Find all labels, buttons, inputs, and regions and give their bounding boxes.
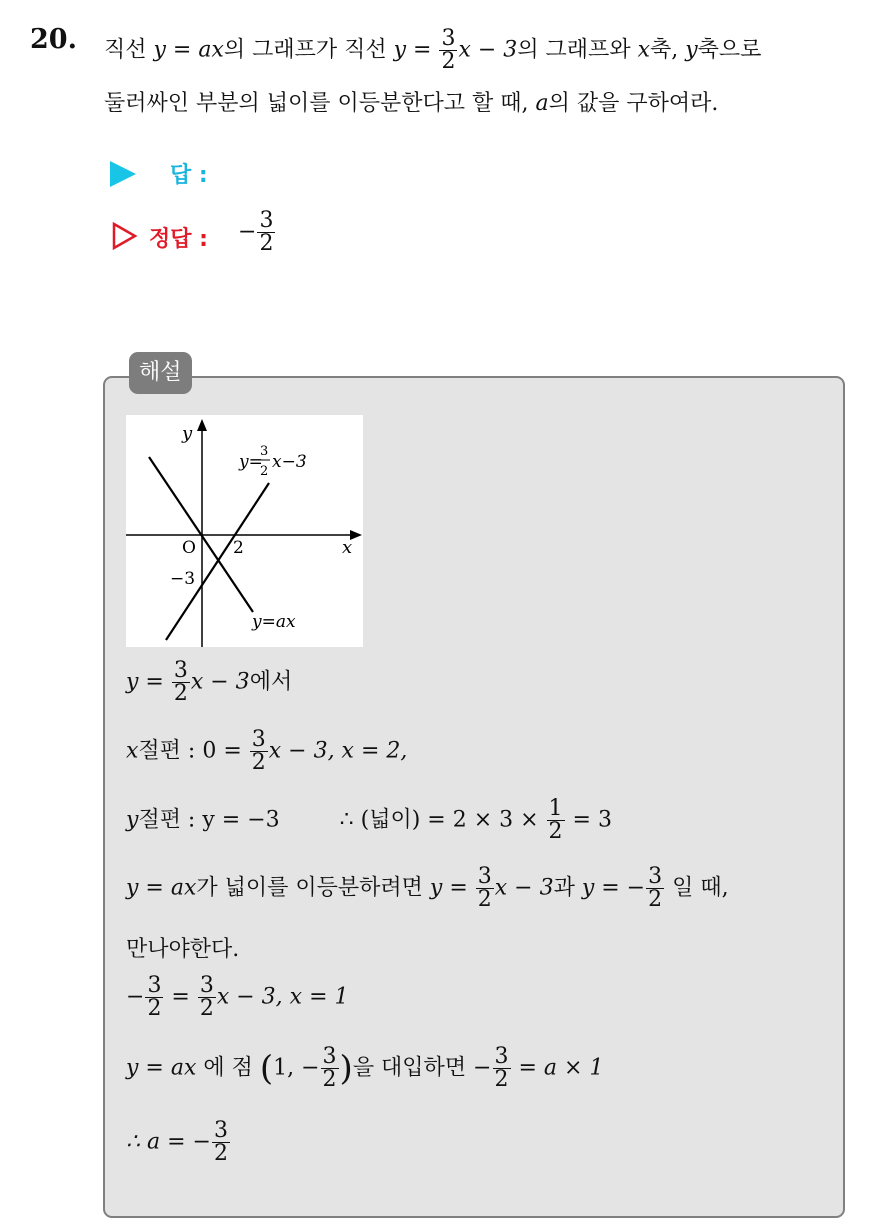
denominator: 2 [147, 996, 162, 1021]
line-label-2: y=ax [252, 612, 296, 632]
denominator: 2 [477, 887, 492, 912]
equation: x − 3, x = 1 [216, 984, 349, 1010]
fraction [646, 866, 664, 911]
numerator: 3 [477, 864, 492, 889]
equation: y = [126, 669, 171, 695]
equation: = a × 1 [511, 1055, 604, 1081]
solution-line-7 [126, 1046, 603, 1091]
question-line-2 [104, 86, 718, 117]
equation: y = ax [126, 875, 197, 901]
equation: x − 3 [494, 875, 554, 901]
numerator: 3 [648, 864, 663, 889]
solution-text: ∴ (넓이) = 2 × 3 × [339, 807, 546, 833]
denominator: 2 [648, 887, 663, 912]
solution-line-2 [126, 729, 407, 774]
solution-text: 절편 : 0 = [138, 738, 249, 764]
variable: x [637, 37, 650, 63]
answer-label: 답 : [170, 163, 208, 188]
solution-text: 을 대입하면 − [352, 1055, 492, 1081]
question-text: 의 그래프가 직선 [223, 37, 394, 63]
question-number: 20. [30, 24, 77, 55]
variable: a [535, 91, 549, 116]
y-axis-label: y [182, 423, 193, 444]
solution-line-1 [126, 660, 292, 705]
fraction [250, 729, 268, 774]
fraction [476, 866, 494, 911]
solution-text: 과 [553, 875, 582, 901]
variable: y [685, 37, 698, 63]
correct-answer-label: 정답 : [149, 227, 208, 252]
equation: y = [393, 37, 439, 63]
question-text: 축, [649, 37, 686, 63]
minus-sign: − [126, 984, 145, 1010]
numerator: 3 [259, 208, 274, 233]
equation: y = [429, 875, 475, 901]
equation: x − 3 [190, 669, 250, 695]
equation: x − 3, x = 2, [268, 738, 408, 764]
line-label-1-prefix: y= [239, 452, 263, 472]
fraction [439, 28, 457, 73]
line-label-1-rest: x−3 [272, 452, 307, 472]
question-text: 둘러싸인 부분의 넓이를 이등분한다고 할 때, [104, 91, 536, 116]
denominator: 2 [199, 996, 214, 1021]
denominator: 2 [213, 1141, 228, 1166]
denominator: 2 [322, 1067, 337, 1092]
fraction [145, 975, 163, 1020]
fraction [212, 1120, 230, 1165]
equation: ∴ a = − [126, 1129, 211, 1155]
equation: x − 3 [458, 37, 518, 63]
right-paren: ) [339, 1048, 353, 1089]
fraction [547, 798, 565, 843]
solution-line-5: 만나야한다. [126, 937, 240, 962]
numerator: 3 [322, 1044, 337, 1069]
solution-text: 에서 [249, 669, 293, 695]
fraction [172, 660, 190, 705]
question-text: 직선 [104, 37, 154, 63]
solution-text: 일 때, [665, 875, 729, 901]
origin-label: O [182, 538, 196, 558]
correct-answer-value [238, 210, 276, 255]
numerator: 3 [199, 973, 214, 998]
equation: y = ax [126, 1055, 197, 1081]
numerator: 3 [441, 26, 456, 51]
denominator: 2 [441, 49, 456, 74]
play-arrow-icon [110, 161, 136, 187]
solution-text: 절편 : y = −3 [138, 807, 280, 833]
solution-tag: 해설 [129, 352, 192, 394]
numerator: 3 [251, 727, 266, 752]
solution-text: 에 점 [196, 1055, 260, 1081]
fraction [321, 1046, 339, 1091]
denominator: 2 [173, 681, 188, 706]
denominator: 2 [548, 819, 563, 844]
numerator: 3 [147, 973, 162, 998]
question-line-1 [104, 28, 761, 73]
solution-line-8 [126, 1120, 231, 1165]
equation: y = − [581, 875, 646, 901]
outline-arrow-icon [112, 222, 138, 250]
denominator: 2 [259, 231, 274, 256]
fraction [257, 210, 275, 255]
x-axis-label: x [342, 537, 353, 558]
question-text: 축으로 [697, 37, 762, 63]
denominator: 2 [494, 1067, 509, 1092]
fraction [493, 1046, 511, 1091]
y-tick-label: −3 [170, 569, 196, 589]
solution-line-3 [126, 798, 612, 843]
solution-graph [126, 415, 363, 647]
numerator: 3 [213, 1118, 228, 1143]
left-paren: ( [259, 1048, 274, 1089]
fraction [198, 975, 216, 1020]
minus-sign: − [238, 219, 257, 245]
question-text: 의 값을 구하여라. [548, 91, 719, 116]
equation: y = ax [153, 37, 224, 63]
solution-line-4 [126, 866, 729, 911]
line-label-1-den: 2 [260, 464, 269, 479]
point-coordinate: 1, − [273, 1055, 320, 1081]
solution-text: 가 넓이를 이등분하려면 [196, 875, 430, 901]
denominator: 2 [251, 750, 266, 775]
question-text: 의 그래프와 [517, 37, 638, 63]
numerator: 3 [494, 1044, 509, 1069]
numerator: 3 [173, 658, 188, 683]
y-axis-arrow-icon [197, 419, 207, 431]
variable: y [126, 807, 139, 833]
solution-text: = [164, 984, 197, 1010]
solution-text: = 3 [565, 807, 612, 833]
x-tick-label: 2 [233, 538, 244, 558]
line-label-1-num: 3 [260, 444, 269, 459]
numerator: 1 [548, 796, 563, 821]
solution-line-6 [126, 975, 349, 1020]
variable: x [126, 738, 139, 764]
